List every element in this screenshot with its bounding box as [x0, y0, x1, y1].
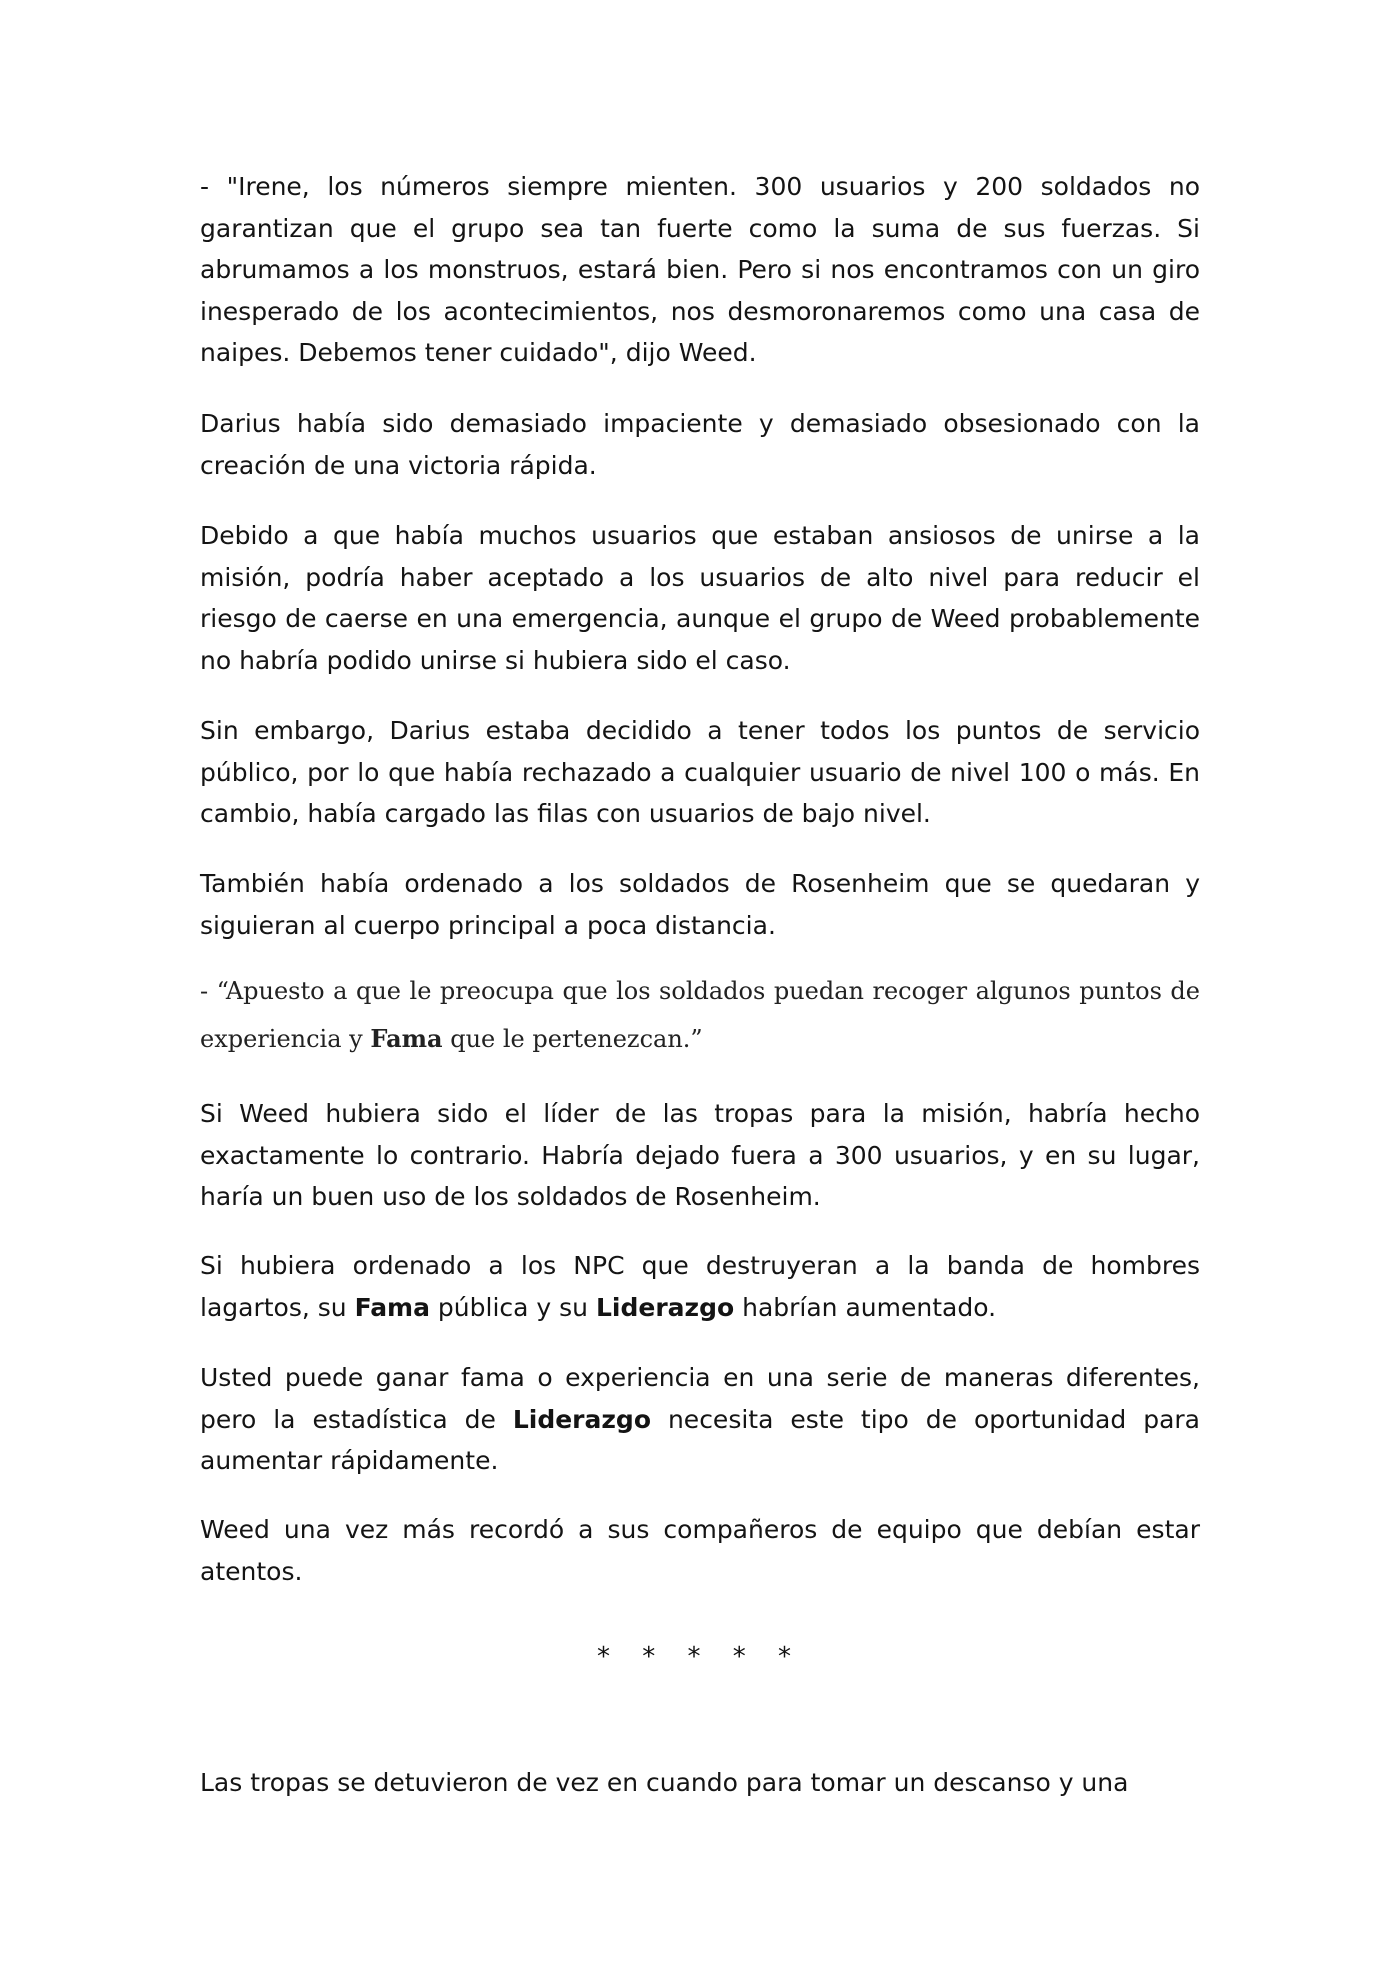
paragraph-rosenheim-soldiers: También había ordenado a los soldados de Rosenheim que se quedaran y siguieran al cuerpo principal a poca distancia. [200, 869, 1200, 940]
section-separator: * * * * * [596, 1642, 804, 1672]
paragraph-troops-rest: Las tropas se detuvieron de vez en cuando para tomar un descanso y una [200, 1768, 1129, 1797]
leadership-text-b: necesita este tipo de oportunidad para aumentar rápidamente. [200, 1404, 1200, 1475]
npc-bold-leadership: Liderazgo [595, 1292, 735, 1322]
paragraph-weed-dialogue: - "Irene, los números siempre mienten. 300 usuarios y 200 soldados no garantizan que el grupo sea tan fuerte como la suma de sus fuerzas. Si abrumamos a los monstruos, estará bien. Pero si nos encontramos con un giro inesperado de los acontecimientos, nos desmoronaremos como una casa de naipes. Debemos tener cuidado", dijo Weed. [200, 172, 1200, 367]
paragraph-weed-reminder: Weed una vez más recordó a sus compañeros de equipo que debían estar atentos. [200, 1515, 1200, 1586]
paragraph-darius-impatient: Darius había sido demasiado impaciente y demasiado obsesionado con la creación de una victoria rápida. [200, 409, 1200, 480]
leadership-text-a: Usted puede ganar fama o experiencia en una serie de maneras diferentes, pero la estadística de [200, 1363, 1200, 1434]
npc-bold-fame: Fama [354, 1292, 430, 1322]
paragraph-public-service-points: Sin embargo, Darius estaba decidido a tener todos los puntos de servicio público, por lo que había rechazado a cualquier usuario de nivel 100 o más. En cambio, había cargado las filas con usuarios de bajo nivel. [200, 716, 1200, 828]
quote-text-before: - “Apuesto a que le preocupa que los soldados puedan recoger algunos puntos de experiencia y [200, 977, 1200, 1053]
quote-text-after: que le pertenezcan.” [442, 1025, 703, 1053]
paragraph-leadership-stat [200, 1357, 1200, 1482]
npc-text-b: pública y su [429, 1292, 596, 1322]
quote-bold-fame: Fama [370, 1024, 443, 1053]
paragraph-npc-order [200, 1245, 1200, 1328]
leadership-bold: Liderazgo [512, 1404, 651, 1434]
npc-text-c: habrían aumentado. [734, 1292, 997, 1322]
paragraph-weed-leader: Si Weed hubiera sido el líder de las tropas para la misión, habría hecho exactamente lo contrario. Habría dejado fuera a 300 usuarios, y en su lugar, haría un buen uso de los soldados de Rosenheim. [200, 1099, 1200, 1211]
paragraph-quote-fame [200, 967, 1200, 1063]
npc-text-a: Si hubiera ordenado a los NPC que destruyeran a la banda de hombres lagartos, su [200, 1251, 1200, 1322]
paragraph-high-level-users: Debido a que había muchos usuarios que estaban ansiosos de unirse a la misión, podría haber aceptado a los usuarios de alto nivel para reducir el riesgo de caerse en una emergencia, aunque el grupo de Weed probablemente no habría podido unirse si hubiera sido el caso. [200, 521, 1200, 675]
